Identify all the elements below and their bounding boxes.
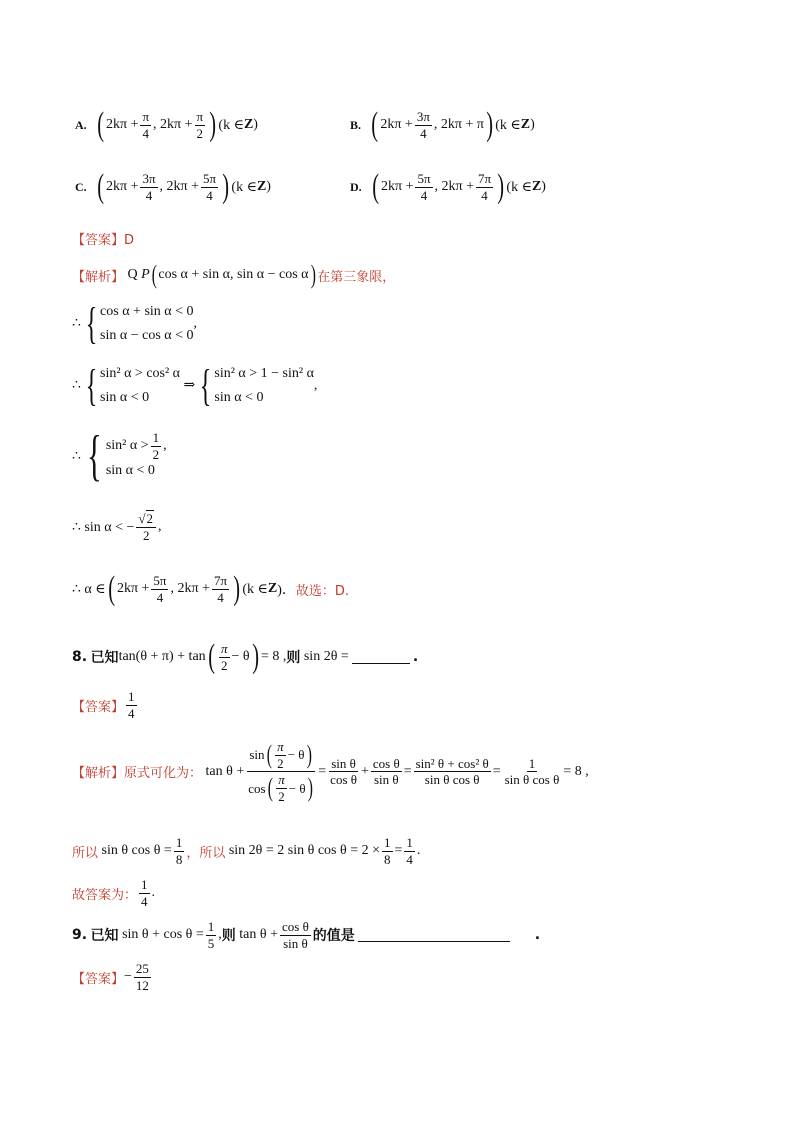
q7-step-4: ∴ sin α < − $\frac{√2}{2}$ , xyxy=(72,511,162,543)
q7-step-3: ∴ { sin² α > $\frac{1}{2}$ , sin α < 0 xyxy=(72,425,167,487)
option-a xyxy=(75,108,258,142)
q8-number: 8. xyxy=(72,649,88,665)
q9-value-of: 的值是 xyxy=(312,928,355,945)
q9-number: 9. xyxy=(72,927,88,944)
option-c-formula: ( 2kπ + $\frac{3\pi}{4}$ , 2kπ + $\frac{5\pi}{4}$ ) (k ∈ Z ) xyxy=(96,168,271,205)
option-b xyxy=(350,108,535,142)
q8-answer-tag: 【答案】 xyxy=(72,699,125,715)
q7-step-2: ∴ { sin² α > cos² α sin α < 0 ⇒ { sin² α > 1 − sin² α sin α < 0 , xyxy=(72,360,318,410)
q9-then: 则 xyxy=(221,928,236,945)
q7-conclusion: 故选：D. xyxy=(295,583,350,599)
q8-final: 故答案为： $\frac{1}{4}$ . xyxy=(72,877,156,909)
q8-so-text-2: ，所以 xyxy=(186,845,226,861)
q8-blank xyxy=(352,651,410,664)
q7-answer xyxy=(72,229,134,248)
option-d-letter: D. xyxy=(350,179,362,194)
q8-prefix: 已知 xyxy=(90,650,119,666)
analysis-tag: 【解析】 xyxy=(72,269,125,285)
q8-analysis-tag: 【解析】 xyxy=(72,766,125,782)
q8-analysis xyxy=(72,740,589,804)
option-b-formula: ( 2kπ + $\frac{3\pi}{4}$ , 2kπ + π ) (k ∈ Z ) xyxy=(371,106,535,143)
option-a-letter: A. xyxy=(75,117,87,132)
q8-answer xyxy=(72,690,139,720)
q8-final-text: 故答案为： xyxy=(72,887,138,903)
q7-step-5: ∴ α ∈ ( 2kπ + $\frac{5\pi}{4}$ , 2kπ + $\frac{7\pi}{4}$ ) (k ∈ Z )． 故选：D. xyxy=(72,570,350,607)
q9-blank xyxy=(358,929,510,942)
q8-then: 则 xyxy=(286,650,301,666)
analysis-point: Q P ( cos α + sin α, sin α − cos α ) xyxy=(124,260,316,289)
analysis-suffix: 在第三象限， xyxy=(317,269,396,285)
q8-so-line: 所以 sin θ cos θ = $\frac{1}{8}$ ，所以 sin 2θ = 2 sin θ cos θ = 2 × $\frac{1}{8}$ = $\frac{1}{4}$ . xyxy=(72,835,421,867)
answer-value: D xyxy=(124,233,135,248)
q8-analysis-formula: tan θ + sin ( $\frac{\pi}{2}$ − θ ) cos ( $\frac{\pi}{2}$ − θ ) = $\frac{\text{sin θ}}{\text{cos θ}}$ + $\frac{\text{cos θ}}{\text{sin θ}}$ = $\frac{\text{sin² θ + cos² θ}}{\text{sin θ cos θ}}$ = $\frac{1}{\text{sin θ cos θ}}$ = 8 , xyxy=(202,739,589,804)
q7-step-1: ∴ { cos α + sin α < 0 sin α − cos α < 0 , xyxy=(72,298,198,348)
q9-answer xyxy=(72,962,153,992)
answer-tag: 【答案】 xyxy=(72,233,125,248)
q9-formula: sin θ + cos θ = $\frac{1}{5}$ , xyxy=(118,919,222,951)
q9-answer-value: − $\frac{25}{12}$ xyxy=(124,961,149,993)
q9-answer-tag: 【答案】 xyxy=(72,971,125,987)
q7-analysis-line xyxy=(72,262,395,288)
q8-question: 8. 已知 tan(θ + π) + tan ( $\frac{\pi}{2}$ − θ ) = 8 , 则 sin 2θ = . xyxy=(72,638,419,675)
q8-formula: tan(θ + π) + tan ( $\frac{\pi}{2}$ − θ ) = 8 , xyxy=(118,638,287,675)
q8-so-text: 所以 xyxy=(72,845,99,861)
q9-question: 9. 已知 sin θ + cos θ = $\frac{1}{5}$ , 则 tan θ + $\frac{\text{cos θ}}{\text{sin θ}}$ 的值是 . xyxy=(72,919,541,951)
q8-answer-value: $\frac{1}{4}$ xyxy=(128,689,135,721)
option-d xyxy=(350,170,546,204)
q8-analysis-intro: 原式可化为： xyxy=(124,766,203,782)
option-a-formula: ( 2kπ + $\frac{\pi}{4}$ , 2kπ + $\frac{\pi}{2}$ ) (k ∈ Z ) xyxy=(96,106,258,143)
q9-prefix: 已知 xyxy=(90,928,119,945)
option-c-letter: C. xyxy=(75,179,87,194)
option-d-formula: ( 2kπ + $\frac{5\pi}{4}$ , 2kπ + $\frac{7\pi}{4}$ ) (k ∈ Z ) xyxy=(371,168,546,205)
option-b-letter: B. xyxy=(350,117,362,132)
option-c xyxy=(75,170,271,204)
